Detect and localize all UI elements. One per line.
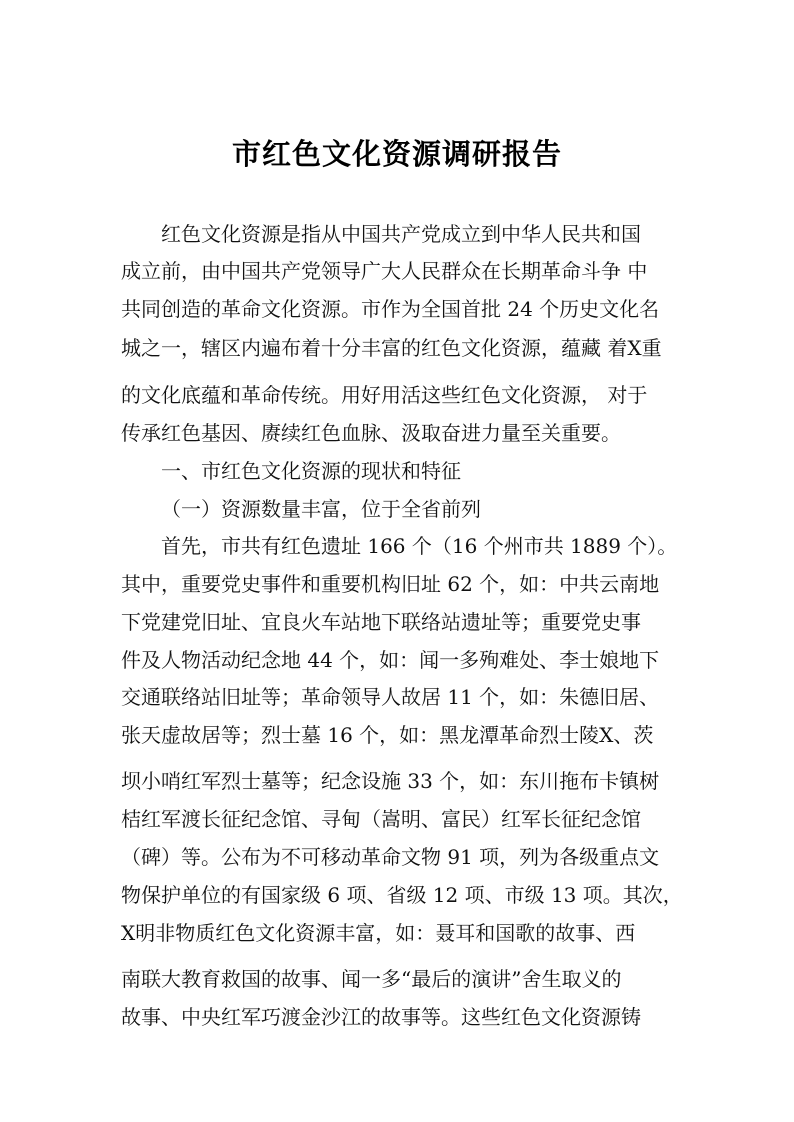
- paragraph-line: X明非物质红色文化资源丰富，如：聂耳和国歌的故事、西: [121, 921, 636, 945]
- paragraph-line: 张天虚故居等；烈士墓 16 个，如：黑龙潭革命烈士陵X、茨: [121, 723, 654, 747]
- paragraph-line: 传承红色基因、赓续红色血脉、汲取奋进力量至关重要。: [121, 421, 621, 445]
- paragraph-line: 南联大教育救国的故事、闻一多“最后的演讲”舍生取义的: [121, 967, 622, 991]
- paragraph-line: 桔红军渡长征纪念馆、寻甸（嵩明、富民）红军长征纪念馆: [121, 807, 641, 831]
- paragraph-line: 故事、中央红军巧渡金沙江的故事等。这些红色文化资源铸: [121, 1005, 641, 1029]
- document-title: 市红色文化资源调研报告: [231, 137, 562, 171]
- paragraph-line: 成立前，由中国共产党领导广大人民群众在长期革命斗争 中: [121, 259, 648, 283]
- paragraph-line: 物保护单位的有国家级 6 项、省级 12 项、市级 13 项。其次，: [121, 883, 683, 907]
- subsection-heading: （一）资源数量丰富，位于全省前列: [161, 497, 481, 521]
- paragraph-line: 首先，市共有红色遗址 166 个（16 个州市共 1889 个）。: [161, 534, 678, 558]
- paragraph-line: 交通联络站旧址等；革命领导人故居 11 个，如：朱德旧居、: [121, 685, 660, 709]
- paragraph-line: 其中，重要党史事件和重要机构旧址 62 个，如：中共云南地: [121, 572, 660, 596]
- paragraph-line: 红色文化资源是指从中国共产党成立到中华人民共和国: [161, 222, 641, 246]
- paragraph-line: 城之一，辖区内遍布着十分丰富的红色文化资源，蕴藏 着X重: [121, 336, 662, 360]
- paragraph-line: （碑）等。公布为不可移动革命文物 91 项，列为各级重点文: [121, 845, 660, 869]
- paragraph-line: 共同创造的革命文化资源。市作为全国首批 24 个历史文化名: [121, 297, 660, 321]
- section-heading: 一、市红色文化资源的现状和特征: [161, 459, 461, 483]
- paragraph-line: 的文化底蕴和革命传统。用好用活这些红色文化资源， 对于: [121, 383, 648, 407]
- paragraph-line: 坝小哨红军烈士墓等；纪念设施 33 个，如：东川拖布卡镇树: [121, 769, 660, 793]
- paragraph-line: 下党建党旧址、宜良火车站地下联络站遗址等；重要党史事: [121, 610, 641, 634]
- paragraph-line: 件及人物活动纪念地 44 个，如：闻一多殉难处、李士娘地下: [121, 648, 660, 672]
